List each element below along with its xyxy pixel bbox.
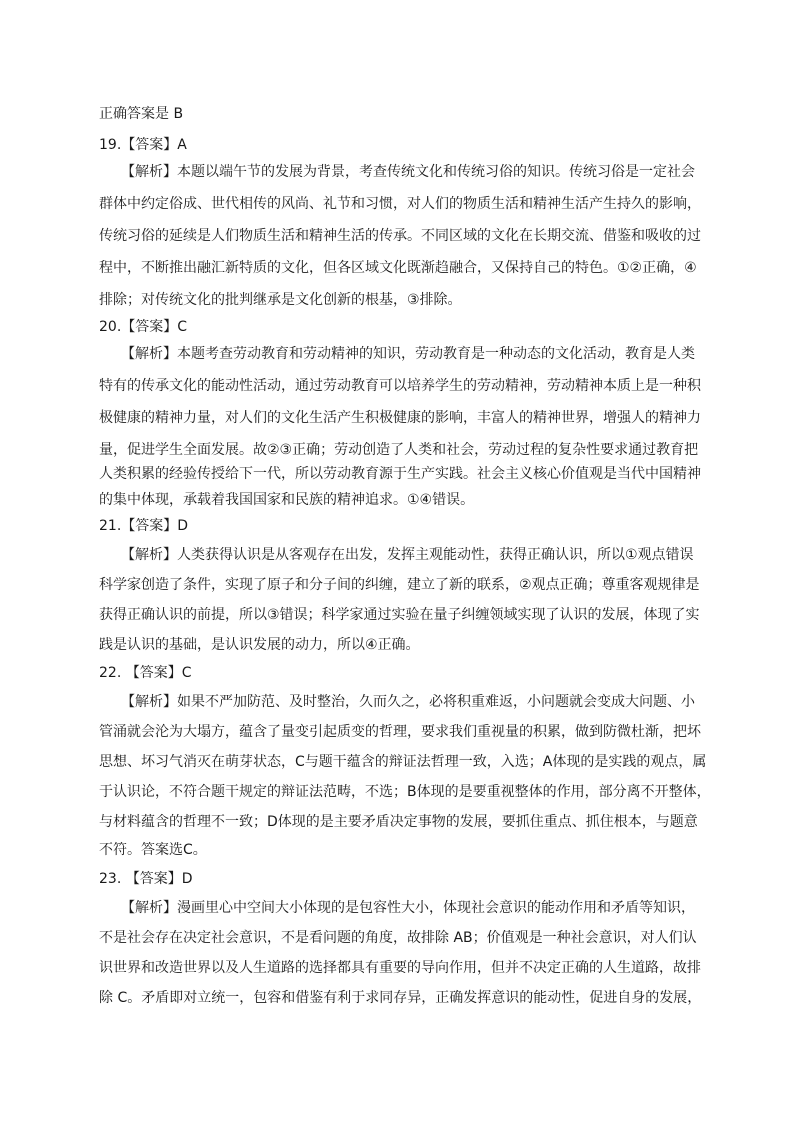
explanation-21-line-4: 践是认识的基础，是认识发展的动力，所以④正确。 [99, 637, 420, 653]
answer-22: 22. 【答案】C [99, 665, 192, 681]
explanation-19-line-2: 群体中约定俗成、世代相传的风尚、礼节和习惯，对人们的物质生活和精神生活产生持久的影响， [99, 196, 701, 212]
explanation-22-line-5: 与材料蕴含的哲理不一致；D体现的是主要矛盾决定事物的发展，要抓住重点、抓住根本，与题意 [99, 814, 698, 830]
explanation-19-line-4: 程中，不断推出融汇新特质的文化，但各区域文化既渐趋融合，又保持自己的特色。①②正确，④ [99, 260, 697, 276]
explanation-22-line-2: 管涌就会沦为大塌方，蕴含了量变引起质变的哲理，要求我们重视量的积累，做到防微杜渐，把坏 [99, 724, 701, 740]
explanation-22-line-6: 不符。答案选C。 [99, 842, 207, 858]
explanation-21-line-3: 获得正确认识的前提，所以③错误；科学家通过实验在量子纠缠领域实现了认识的发展，体现了实 [99, 607, 700, 623]
explanation-23-line-3: 识世界和改造世界以及人生道路的选择都具有重要的导向作用，但并不决定正确的人生道路，故排 [99, 960, 701, 976]
explanation-22-line-1: 【解析】如果不严加防范、及时整治，久而久之，必将积重难返，小问题就会变成大问题、小 [121, 694, 695, 710]
answer-23: 23. 【答案】D [99, 871, 193, 887]
explanation-20-line-3: 极健康的精神力量，对人们的文化生活产生积极健康的影响，丰富人的精神世界，增强人的精神力 [99, 410, 701, 426]
explanation-23-line-4: 除 C。矛盾即对立统一，包容和借鉴有利于求同存异，正确发挥意识的能动性，促进自身的发展， [99, 990, 702, 1006]
intro-line: 正确答案是 B [99, 106, 184, 122]
explanation-19-line-1: 【解析】本题以端午节的发展为背景，考查传统文化和传统习俗的知识。传统习俗是一定社会 [121, 164, 695, 180]
answer-19: 19.【答案】A [99, 137, 187, 153]
explanation-22-line-4: 于认识论，不符合题干规定的辩证法范畴，不选；B体现的是要重视整体的作用，部分离不开整体， [99, 784, 711, 800]
explanation-20-line-5: 人类积累的经验传授给下一代，所以劳动教育源于生产实践。社会主义核心价值观是当代中国精神 [99, 466, 701, 482]
explanation-19-line-3: 传统习俗的延续是人们物质生活和精神生活的传承。不同区域的文化在长期交流、借鉴和吸收的过 [99, 228, 701, 244]
answer-20: 20.【答案】C [99, 319, 188, 335]
explanation-19-line-5: 排除；对传统文化的批判继承是文化创新的根基，③排除。 [99, 292, 462, 308]
explanation-23-line-2: 不是社会存在决定社会意识，不是看问题的角度，故排除 AB；价值观是一种社会意识，对人们认 [99, 930, 697, 946]
explanation-23-line-1: 【解析】漫画里心中空间大小体现的是包容性大小，体现社会意识的能动作用和矛盾等知识， [121, 900, 695, 916]
explanation-20-line-1: 【解析】本题考查劳动教育和劳动精神的知识，劳动教育是一种动态的文化活动，教育是人类 [121, 346, 695, 362]
explanation-20-line-4: 量，促进学生全面发展。故②③正确；劳动创造了人类和社会，劳动过程的复杂性要求通过教育把 [99, 442, 699, 458]
answer-21: 21.【答案】D [99, 518, 189, 534]
explanation-21-line-1: 【解析】人类获得认识是从客观存在出发，发挥主观能动性，获得正确认识，所以①观点错误 [121, 547, 694, 563]
explanation-20-line-2: 特有的传承文化的能动性活动，通过劳动教育可以培养学生的劳动精神，劳动精神本质上是一种积 [99, 378, 701, 394]
explanation-21-line-2: 科学家创造了条件，实现了原子和分子间的纠缠，建立了新的联系，②观点正确；尊重客观规律是 [99, 577, 700, 593]
explanation-22-line-3: 思想、坏习气消灭在萌芽状态，C与题干蕴含的辩证法哲理一致，入选；A体现的是实践的观点，属 [99, 754, 707, 770]
explanation-20-line-6: 的集中体现，承载着我国国家和民族的精神追求。①④错误。 [99, 492, 475, 508]
